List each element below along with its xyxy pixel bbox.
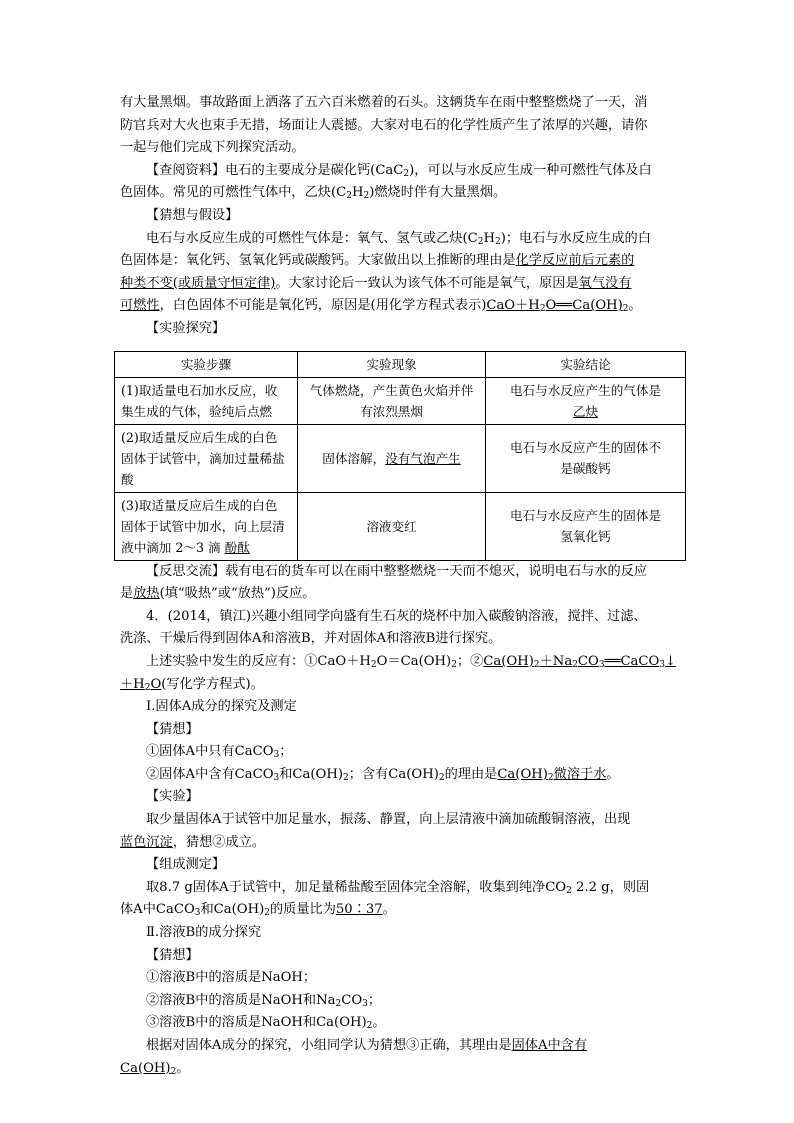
intro-line: 防官兵对大火也束手无措，场面让人震撼。大家对电石的化学性质产生了浓厚的兴趣，请你 (120, 117, 648, 133)
table-cell: 固体溶解，没有气泡产生 (298, 424, 486, 492)
guess-item: ②溶液B中的溶质是NaOH和$Na_2CO_3$； (146, 992, 382, 1009)
table-header-row (115, 351, 686, 377)
hypothesis-heading: 【猜想与假设】 (146, 207, 239, 223)
experiment-text: 取少量固体A于试管中加足量水，振荡、静置，向上层清液中滴加硫酸铜溶液，出现 (146, 812, 631, 828)
reasoning-text: 根据对固体A成分的探究，小组同学认为猜想③正确，其理由是固体A中含有 (146, 1038, 588, 1053)
intro-line: 一起与他们完成下列探究活动。 (120, 140, 305, 156)
answer-blank: 蓝色沉淀 (120, 834, 173, 850)
answer-blank: 没有气泡产生 (385, 450, 461, 466)
intro-line: 有大量黑烟。事故路面上洒落了五六百米燃着的石头。这辆货车在雨中整整燃烧了一天，消 (120, 95, 648, 110)
answer-blank: $+H_2O$ (120, 676, 162, 693)
answer-blank: 酚酞 (224, 539, 250, 555)
table-cell: (1)取适量电石加水反应，收 集生成的气体，验纯后点燃 (115, 377, 298, 424)
experiment-subheading: 【实验】 (146, 789, 199, 805)
info-paragraph: 色固体。常见的可燃性气体中，乙炔$(C_2H_2)$燃烧时伴有大量黑烟。 (120, 185, 507, 202)
answer-blank: 放热 (133, 586, 160, 602)
answer-blank: 固体A中含有 (511, 1038, 588, 1053)
answer-blank: $Ca(OH)_2+Na_2CO_3══CaCO_3↓$ (483, 653, 677, 670)
hypothesis-paragraph: 可燃性，白色固体不可能是氧化钙，原因是(用化学方程式表示)$CaO+H_2O══Ca(OH)_2$。 (120, 298, 642, 315)
answer-blank: $Ca(OH)_2$ (120, 1060, 177, 1077)
info-paragraph: 【查阅资料】电石的主要成分是碳化钙(CaC$_2$)，可以与水反应生成一种可燃性气体及白 (146, 162, 652, 179)
table-cell: 溶液变红 (298, 492, 486, 560)
reaction-line: 上述实验中发生的反应有：$①CaO+H_2O=Ca(OH)_2$；$②Ca(OH)_2+Na_2CO_3══CaCO_3↓$ (146, 653, 677, 670)
measurement-heading: 【组成测定】 (146, 857, 226, 873)
table-cell: (2)取适量反应后生成的白色 固体于试管中，滴加过量稀盐 酸 (115, 424, 298, 492)
reasoning-text: $Ca(OH)_2$。 (120, 1060, 190, 1077)
answer-blank: 氧气没有 (578, 275, 632, 291)
question-4-stem: 洗涤、干燥后得到固体A和溶液B，并对固体A和溶液B进行探究。 (120, 631, 502, 647)
table-cell: 电石与水反应产生的固体不 是碳酸钙 (486, 424, 686, 492)
answer-blank: 化学反应前后元素的 (515, 253, 635, 269)
measurement-text: 取8.7 g固体A于试管中，加足量稀盐酸至固体完全溶解，收集到纯净$CO_2$ 2.2 g，则固 (146, 879, 650, 896)
experiment-text: 蓝色沉淀，猜想②成立。 (120, 834, 266, 850)
reflection-paragraph: 【反思交流】载有电石的货车可以在雨中整整燃烧一天而不熄灭，说明电石与水的反应 (146, 563, 648, 579)
guess-item: ①固体A中只有CaCO$_3$； (146, 744, 293, 761)
document-body (120, 92, 680, 1080)
section-title: Ⅱ.溶液B的成分探究 (146, 925, 262, 941)
hypothesis-paragraph: 电石与水反应生成的可燃性气体是：氧气、氢气或乙炔$(C_2H_2)$；电石与水反应生成的白 (146, 230, 651, 247)
reaction-line: $+H_2O$(写化学方程式)。 (120, 676, 264, 693)
reflection-paragraph: 是放热(填“吸热”或“放热”)反应。 (120, 586, 316, 602)
answer-blank: $Ca(OH)_2$微溶于水 (497, 766, 607, 783)
hypothesis-paragraph: 色固体是：氧化钙、氢氧化钙或碳酸钙。大家做出以上推断的理由是化学反应前后元素的 (120, 253, 635, 269)
table-header-cell: 实验步骤 (115, 351, 298, 377)
answer-blank: 种类不变(或质量守恒定律) (120, 275, 276, 291)
table-row (115, 492, 686, 560)
experiment-table (114, 351, 686, 561)
guess-item: ①溶液B中的溶质是NaOH； (146, 970, 317, 986)
guess-item: ②固体A中含有CaCO$_3$和$Ca(OH)_2$；含有$Ca(OH)_2$的理由是$Ca(OH)_2$微溶于水。 (146, 766, 620, 783)
table-cell: 气体燃烧，产生黄色火焰并伴 有浓烈黑烟 (298, 377, 486, 424)
section-title: Ⅰ.固体A成分的探究及测定 (146, 699, 297, 715)
table-header-cell: 实验结论 (486, 351, 686, 377)
table-cell: 电石与水反应产生的气体是 乙炔 (486, 377, 686, 424)
question-4-stem: 4．(2014，镇江)兴趣小组同学向盛有生石灰的烧杯中加入碳酸钠溶液，搅拌、过滤、 (146, 608, 647, 624)
hypothesis-paragraph: 种类不变(或质量守恒定律)。大家讨论后一致认为该气体不可能是氧气，原因是氧气没有 (120, 275, 632, 291)
table-cell: 电石与水反应产生的固体是 氢氧化钙 (486, 492, 686, 560)
table-cell: (3)取适量反应后生成的白色 固体于试管中加水，向上层清 液中滴加 2～3 滴 酚酞 (115, 492, 298, 560)
table-row (115, 424, 686, 492)
answer-blank: 可燃性 (120, 298, 160, 314)
table-row (115, 377, 686, 424)
guess-heading: 【猜想】 (146, 721, 199, 737)
table-header-cell: 实验现象 (298, 351, 486, 377)
answer-blank: 乙炔 (572, 403, 599, 419)
answer-blank: $CaO+H_2O══Ca(OH)_2$ (486, 298, 629, 315)
guess-heading: 【猜想】 (146, 947, 199, 963)
answer-blank: 50∶37 (335, 902, 383, 918)
guess-item: ③溶液B中的溶质是NaOH和$Ca(OH)_2$。 (146, 1015, 386, 1032)
experiment-heading: 【实验探究】 (146, 320, 226, 336)
measurement-text: 体A中CaCO$_3$和$Ca(OH)_2$的质量比为50∶37。 (120, 902, 396, 919)
